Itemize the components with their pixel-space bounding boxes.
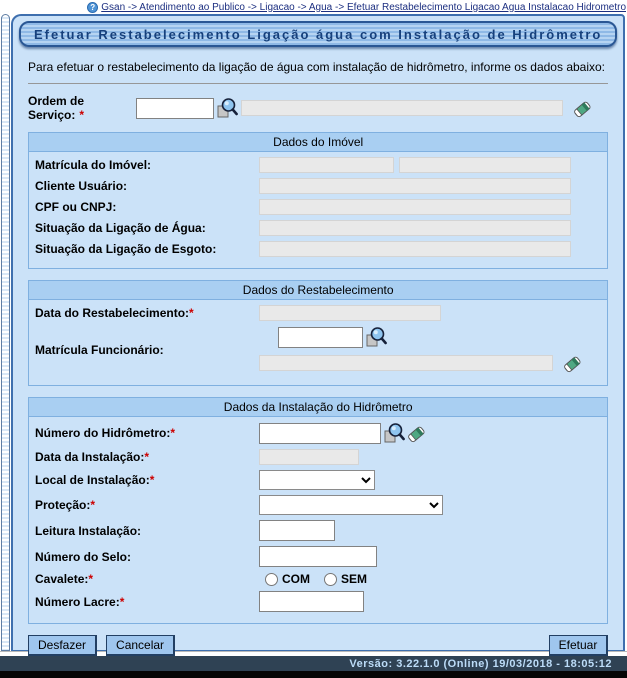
situacao-agua-row xyxy=(29,220,607,236)
intro-text: Para efetuar o restabelecimento da ligação de água com instalação de hidrômetro, informe os dados abaixo: xyxy=(28,60,606,74)
data-instalacao-row xyxy=(29,449,607,465)
required-marker: * xyxy=(170,426,176,440)
numero-selo-row xyxy=(29,546,607,567)
protecao-label-text: Proteção: xyxy=(35,498,91,512)
ordem-servico-row xyxy=(19,94,617,122)
numero-selo-input[interactable] xyxy=(259,546,377,567)
version-bar xyxy=(0,656,627,671)
eraser-icon xyxy=(406,423,426,443)
matricula-funcionario-display-line xyxy=(259,352,583,374)
section-dados-instalacao xyxy=(28,397,608,624)
data-instalacao-value xyxy=(259,449,359,465)
cavalete-sem-label: SEM xyxy=(341,572,368,586)
matricula-funcionario-clear-button[interactable] xyxy=(561,352,583,374)
matricula-funcionario-label: Matrícula Funcionário: xyxy=(35,343,164,357)
data-restabelecimento-value xyxy=(259,305,441,321)
situacao-esgoto-label: Situação da Ligação de Esgoto: xyxy=(35,242,217,256)
main-panel xyxy=(11,14,625,651)
content-area xyxy=(0,14,627,651)
cpf-cnpj-label: CPF ou CNPJ: xyxy=(35,200,117,214)
breadcrumb[interactable]: Gsan -> Atendimento ao Publico -> Ligacao -> Agua -> Efetuar Restabelecimento Ligacao Agua Instalacao Hidrometro xyxy=(101,1,626,13)
ordem-servico-search-button[interactable] xyxy=(216,97,238,119)
matricula-imovel-row xyxy=(29,157,607,173)
numero-hidrometro-label-text: Número do Hidrômetro: xyxy=(35,426,171,440)
section-header-instalacao: Dados da Instalação do Hidrômetro xyxy=(29,398,607,417)
search-icon xyxy=(383,422,405,444)
matricula-funcionario-input-line xyxy=(259,326,583,348)
numero-lacre-label-text: Número Lacre: xyxy=(35,594,120,609)
situacao-esgoto-row xyxy=(29,241,607,257)
situacao-agua-value xyxy=(259,220,571,236)
data-restabelecimento-label xyxy=(35,306,259,320)
leitura-instalacao-row xyxy=(29,520,607,541)
local-instalacao-label-text: Local de Instalação: xyxy=(35,473,150,487)
eraser-icon xyxy=(572,98,592,118)
ordem-servico-clear-button[interactable] xyxy=(571,97,593,119)
section-header-restabelecimento: Dados do Restabelecimento xyxy=(29,281,607,300)
search-icon xyxy=(216,97,238,119)
numero-hidrometro-input[interactable] xyxy=(259,423,381,444)
ordem-servico-label xyxy=(28,94,136,122)
required-marker: * xyxy=(88,572,94,586)
version-text: Versão: 3.22.1.0 (Online) 19/03/2018 - 18:05:12 xyxy=(349,657,612,670)
cavalete-row xyxy=(29,572,607,586)
data-restabelecimento-row xyxy=(29,305,607,321)
page-title-text: Efetuar Restabelecimento Ligação água com Instalação de Hidrômetro xyxy=(34,26,603,42)
required-marker: * xyxy=(119,594,125,609)
situacao-esgoto-value xyxy=(259,241,571,257)
cpf-cnpj-value xyxy=(259,199,571,215)
situacao-agua-label: Situação da Ligação de Água: xyxy=(35,221,206,235)
cliente-usuario-value xyxy=(259,178,571,194)
numero-selo-label: Número do Selo: xyxy=(35,549,132,564)
protecao-label xyxy=(35,498,259,512)
required-marker: * xyxy=(189,306,194,320)
local-instalacao-select[interactable] xyxy=(259,470,375,490)
data-instalacao-label-text: Data da Instalação: xyxy=(35,450,145,464)
ordem-servico-input[interactable] xyxy=(136,98,214,119)
numero-hidrometro-label xyxy=(35,426,259,440)
protecao-select[interactable] xyxy=(259,495,443,515)
cancelar-button[interactable]: Cancelar xyxy=(106,635,175,656)
section-dados-imovel xyxy=(28,132,608,269)
cavalete-radio-group xyxy=(265,572,381,586)
required-marker: * xyxy=(149,473,155,487)
cavalete-sem-radio[interactable] xyxy=(324,573,337,586)
cliente-usuario-label: Cliente Usuário: xyxy=(35,179,128,193)
protecao-row xyxy=(29,495,607,515)
cavalete-com-label: COM xyxy=(282,572,310,586)
section-header-imovel: Dados do Imóvel xyxy=(29,133,607,152)
matricula-funcionario-nome xyxy=(259,355,553,371)
cliente-usuario-row xyxy=(29,178,607,194)
local-instalacao-label xyxy=(35,473,259,487)
leitura-instalacao-label: Leitura Instalação: xyxy=(35,523,142,538)
ordem-servico-label-text: Ordem de Serviço: xyxy=(28,94,85,122)
numero-lacre-label xyxy=(35,595,259,609)
actions-bar xyxy=(19,635,617,656)
matricula-funcionario-input[interactable] xyxy=(278,327,363,348)
ordem-servico-display xyxy=(241,100,563,116)
numero-lacre-row xyxy=(29,591,607,612)
leitura-instalacao-input[interactable] xyxy=(259,520,335,541)
frame-resize-strip[interactable] xyxy=(1,14,10,651)
desfazer-button[interactable]: Desfazer xyxy=(28,635,97,656)
efetuar-button[interactable]: Efetuar xyxy=(549,635,609,656)
matricula-imovel-value xyxy=(259,157,394,173)
matricula-funcionario-row xyxy=(29,326,607,374)
divider xyxy=(28,83,608,84)
required-marker: * xyxy=(90,498,96,512)
search-icon xyxy=(365,326,387,348)
numero-hidrometro-search-button[interactable] xyxy=(383,422,405,444)
local-instalacao-row xyxy=(29,470,607,490)
matricula-imovel-label: Matrícula do Imóvel: xyxy=(35,158,152,172)
numero-hidrometro-clear-button[interactable] xyxy=(405,422,427,444)
eraser-icon xyxy=(562,353,582,373)
cavalete-label-text: Cavalete: xyxy=(35,572,89,586)
required-marker: * xyxy=(79,108,85,122)
matricula-funcionario-search-button[interactable] xyxy=(365,326,387,348)
cavalete-label xyxy=(35,572,259,586)
matricula-funcionario-controls xyxy=(259,326,583,374)
matricula-imovel-inscricao xyxy=(399,157,571,173)
data-instalacao-label xyxy=(35,450,259,464)
help-icon[interactable]: ? xyxy=(87,2,98,13)
data-restabelecimento-label-text: Data do Restabelecimento: xyxy=(35,306,190,320)
cpf-cnpj-row xyxy=(29,199,607,215)
section-dados-restabelecimento xyxy=(28,280,608,386)
bottom-edge xyxy=(0,671,627,678)
numero-hidrometro-row xyxy=(29,422,607,444)
cavalete-com-radio[interactable] xyxy=(265,573,278,586)
required-marker: * xyxy=(144,450,150,464)
breadcrumb-bar xyxy=(0,0,627,14)
numero-lacre-input[interactable] xyxy=(259,591,364,612)
page-title xyxy=(19,21,617,47)
